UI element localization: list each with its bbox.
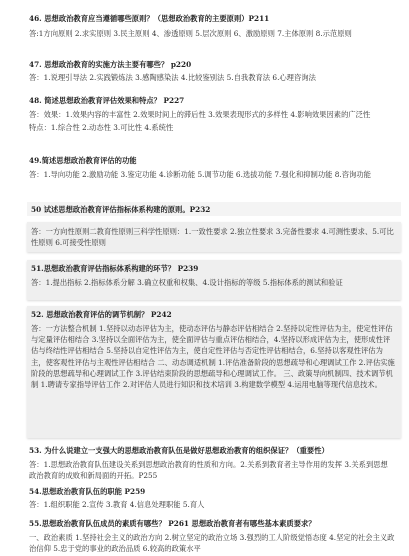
question-answer: 答：一方向性原则二教育性原则三科学性原则：1.一致性要求 2.独立性要求 3.完备性要求 4.可测性要求、5.可比性原则 6.可接受性原则 [31,227,394,248]
question-answer: 一、政治素质 1.坚持社会主义的政治方向 2.树立坚定的政治立场 3.强烈的工人阶级觉悟态度 4.坚定的社会主义政治信仰 5.忠于党的事业的政治品质 6.较高的政策水平 [29,533,395,554]
question-49 [29,156,395,180]
question-answer: 答:1方向原则 2.求实原则 3.民主原则 4、渗透原则 5.层次原则 6、激励原则 7.主体原则 8.示范原则 [29,29,352,38]
question-title: 53. 为什么说建立一支强大的思想政治教育队伍是做好思想政治教育的组织保证？（重要性） [29,446,329,455]
question-title: 55.思想政治教育队伍成员的素质有哪些？ P261 思想政治教育者有哪些基本素质要求？ [29,519,316,528]
question-title: 50 试述思想政治教育评估指标体系构建的原则。P232 [31,205,211,214]
question-48 [29,96,395,133]
question-55 [29,519,395,554]
question-46 [29,14,395,39]
question-54 [29,486,395,510]
question-title: 48. 简述思想政治教育评估效果和特点？ P227 [29,96,185,105]
question-title: 54.思想政治教育队伍的职能 P259 [29,487,146,496]
question-50-answer-block [31,226,395,248]
question-answer-2: 特点：1.综合性 2.动态性 3.可比性 4.系统性 [29,123,174,133]
question-answer: 答：一方法整合机制 1.坚持以动态评估为主，使动态评估与静态评估相结合 2.坚持以定性评估为主，使定性评估与定量评估相结合 3.坚持以全面评估为主，使全面评估与重点评估相结合，4.坚持以形成评估为主，使形成性评估与终结性评估相结合 5.坚持以自定性评估为主，使自定性评估与否定性评估相结合，6.坚持以客观性评估为主，使客观性评估与主观性评估相结合 二、动态调适机制 1.评估准备阶段的思想疏导和心理调试工作 2.评估实施阶段的思想疏导和心理调试工作 3.评估结束阶段的思想疏导和心理调试工作。 三、政策导向机制四、技术调节机制 1.聘请专家指导评估工作 2.对评估人员进行知识和技术培训 3.构建数学模型 4.运用电脑等现代信息技术。 [31,324,395,390]
question-title: 49.简述思想政治教育评估的功能 [29,156,137,165]
question-50 [31,205,395,215]
question-answer: 答：1.导向功能 2.激励功能 3.鉴定功能 4.诊断功能 5.调节功能 6.选拔功能 7.强化和抑制功能 8.咨询功能 [29,170,371,179]
question-answer: 答：效果：1.效果内容的丰富性 2.效果时间上的滞后性 3.效果表现形式的多样性 4.影响效果因素的广泛性 [29,110,371,119]
question-answer: 答：1.提出指标 2.指标体系分解 3.确立权重和权集、4.设计指标的等级 5.指标体系的测试和验证 [31,278,343,287]
question-53 [29,446,395,481]
question-answer: 答：1.组织职能 2.宣传 3.教育 4.信息处理职能 5.育人 [29,500,205,510]
question-title: 46. 思想政治教育应当遵循哪些原则？（思想政治教育的主要原则）P211 [29,14,270,23]
question-51 [31,264,395,288]
question-52 [31,310,395,390]
question-answer: 答：1.思想政治教育队伍建设关系到思想政治教育的性质和方向。2.关系到教育者主导作用的发挥 3.关系到思想政治教育的成败和新局面的开拓。P255 [29,460,388,481]
question-title: 47. 思想政治教育的实施方法主要有哪些？ p220 [29,60,192,69]
question-title: 52. 思想政治教育评估的调节机制？ P242 [31,310,172,319]
question-answer: 答：1.说理引导法 2.实践锻炼法 3.感陶感染法 4.比较鉴别法 5.自我教育法 6.心理咨询法 [29,73,316,82]
question-47 [29,60,395,83]
question-title: 51.思想政治教育评估指标体系构建的环节？ P239 [31,264,199,273]
